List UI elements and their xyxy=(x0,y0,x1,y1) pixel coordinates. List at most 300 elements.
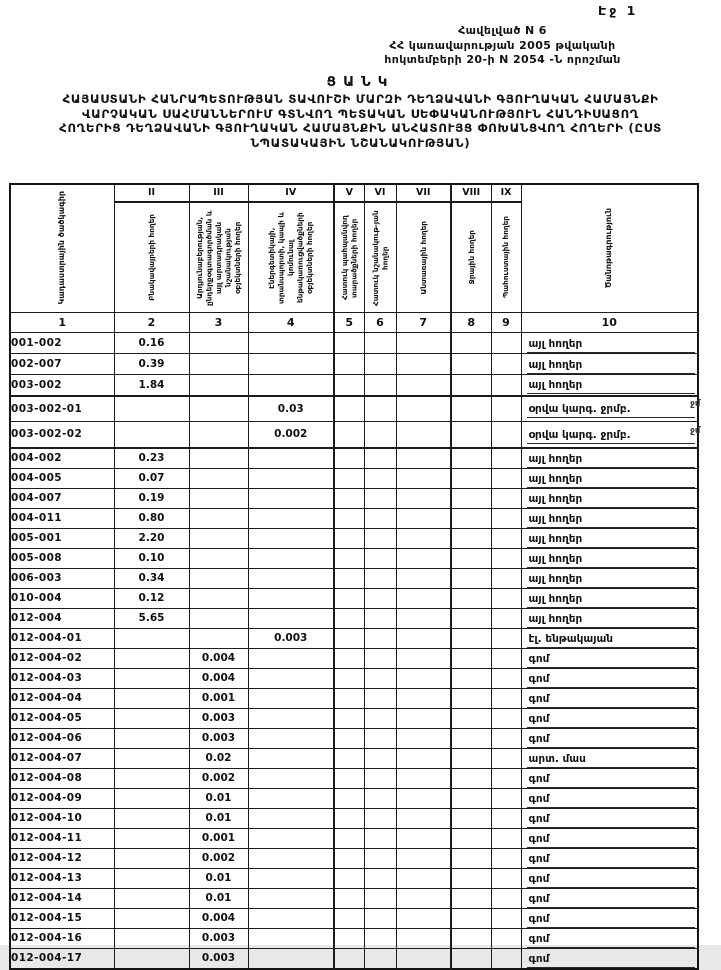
industrial-lands-cell xyxy=(189,468,248,488)
reserve-lands-cell xyxy=(491,422,521,448)
reserve-lands-cell xyxy=(491,448,521,469)
reserve-lands-cell xyxy=(491,333,521,354)
forest-lands-cell xyxy=(396,548,451,568)
water-lands-cell xyxy=(451,375,491,396)
land-transfer-table xyxy=(9,183,699,970)
infrastructure-lands-cell xyxy=(248,788,334,808)
cadastral-code-cell: 004-002 xyxy=(10,448,114,469)
note-text: այլ հողեր xyxy=(527,379,696,394)
note-text: օրվա կարգ. ջրմբ. xyxy=(527,403,696,418)
cadastral-code-cell: 012-004-11 xyxy=(10,828,114,848)
water-lands-cell xyxy=(451,628,491,648)
water-lands-cell xyxy=(451,422,491,448)
note-cell xyxy=(521,608,698,628)
note-cell xyxy=(521,548,698,568)
note-cell xyxy=(521,888,698,908)
forest-lands-cell xyxy=(396,748,451,768)
table-row xyxy=(10,788,698,808)
protected-lands-cell xyxy=(334,548,364,568)
settlement-lands-cell: 0.23 xyxy=(114,448,189,469)
note-cell xyxy=(521,928,698,948)
note-cell xyxy=(521,808,698,828)
infrastructure-lands-cell xyxy=(248,488,334,508)
header-label: Արդյունաբերության, ընդերքօգտագործման և այլ արտադրական նշանակության օբյեկտների հողեր xyxy=(194,209,242,306)
cadastral-code-cell: 012-004-03 xyxy=(10,668,114,688)
column-numeral: IX xyxy=(492,185,521,203)
water-lands-cell xyxy=(451,354,491,375)
protected-lands-cell xyxy=(334,828,364,848)
water-lands-cell xyxy=(451,928,491,948)
note-cell xyxy=(521,788,698,808)
note-cell xyxy=(521,948,698,969)
cadastral-code-cell: 004-005 xyxy=(10,468,114,488)
infrastructure-lands-cell xyxy=(248,688,334,708)
cadastral-code-cell: 002-007 xyxy=(10,354,114,375)
header-water-lands xyxy=(451,184,491,313)
table-header-row xyxy=(10,184,698,313)
note-text: գոմ xyxy=(527,733,696,748)
special-purpose-lands-cell xyxy=(364,628,396,648)
settlement-lands-cell xyxy=(114,422,189,448)
industrial-lands-cell xyxy=(189,528,248,548)
column-numeral: V xyxy=(335,185,364,203)
water-lands-cell xyxy=(451,488,491,508)
note-text: գոմ xyxy=(527,873,696,888)
settlement-lands-cell xyxy=(114,848,189,868)
special-purpose-lands-cell xyxy=(364,468,396,488)
header-cadastral-code xyxy=(10,184,114,313)
column-numeral: VII xyxy=(397,185,451,203)
water-lands-cell xyxy=(451,528,491,548)
special-purpose-lands-cell xyxy=(364,608,396,628)
header-reserve-lands xyxy=(491,184,521,313)
cadastral-code-cell: 012-004-10 xyxy=(10,808,114,828)
special-purpose-lands-cell xyxy=(364,396,396,422)
forest-lands-cell xyxy=(396,448,451,469)
header-label: Էներգետիկայի, տրանսպորտի, կապի և կոմունալ ենթակառուցվածքների օբյեկտների հողեր xyxy=(267,211,314,304)
protected-lands-cell xyxy=(334,422,364,448)
column-index: 3 xyxy=(189,313,248,333)
note-cell xyxy=(521,488,698,508)
water-lands-cell xyxy=(451,608,491,628)
note-cell xyxy=(521,468,698,488)
reserve-lands-cell xyxy=(491,508,521,528)
water-lands-cell xyxy=(451,568,491,588)
special-purpose-lands-cell xyxy=(364,568,396,588)
water-lands-cell xyxy=(451,728,491,748)
table-row xyxy=(10,948,698,969)
protected-lands-cell xyxy=(334,354,364,375)
settlement-lands-cell xyxy=(114,628,189,648)
header-forest-lands xyxy=(396,184,451,313)
protected-lands-cell xyxy=(334,688,364,708)
table-row xyxy=(10,468,698,488)
special-purpose-lands-cell xyxy=(364,354,396,375)
document-title xyxy=(8,92,713,151)
reserve-lands-cell xyxy=(491,488,521,508)
infrastructure-lands-cell xyxy=(248,528,334,548)
cadastral-code-cell: 012-004-15 xyxy=(10,908,114,928)
column-index: 4 xyxy=(248,313,334,333)
note-text: այլ հողեր xyxy=(527,533,696,548)
special-purpose-lands-cell xyxy=(364,948,396,969)
column-index-row xyxy=(10,313,698,333)
forest-lands-cell xyxy=(396,628,451,648)
infrastructure-lands-cell xyxy=(248,508,334,528)
cadastral-code-cell: 003-002 xyxy=(10,375,114,396)
forest-lands-cell xyxy=(396,668,451,688)
note-cell xyxy=(521,668,698,688)
cadastral-code-cell: 012-004-02 xyxy=(10,648,114,668)
infrastructure-lands-cell xyxy=(248,948,334,969)
water-lands-cell xyxy=(451,828,491,848)
reserve-lands-cell xyxy=(491,648,521,668)
special-purpose-lands-cell xyxy=(364,488,396,508)
note-text: այլ հողեր xyxy=(527,553,696,568)
column-numeral: IV xyxy=(249,185,334,203)
note-text: գոմ xyxy=(527,833,696,848)
infrastructure-lands-cell xyxy=(248,748,334,768)
table-body xyxy=(10,333,701,969)
reserve-lands-cell xyxy=(491,528,521,548)
infrastructure-lands-cell xyxy=(248,708,334,728)
special-purpose-lands-cell xyxy=(364,888,396,908)
note-text: գոմ xyxy=(527,693,696,708)
note-cell xyxy=(521,396,701,422)
infrastructure-lands-cell xyxy=(248,568,334,588)
page-number: Էջ 1 xyxy=(598,3,639,18)
handwritten-margin-mark: ջմ xyxy=(690,399,701,409)
settlement-lands-cell xyxy=(114,728,189,748)
forest-lands-cell xyxy=(396,508,451,528)
special-purpose-lands-cell xyxy=(364,828,396,848)
header-label: Կադաստրային ծածկագիր xyxy=(57,191,67,305)
note-text: այլ հողեր xyxy=(527,338,696,353)
appendix-line: հոկտեմբերի 20-ի N 2054 -Ն որոշման xyxy=(384,53,621,67)
reserve-lands-cell xyxy=(491,628,521,648)
industrial-lands-cell xyxy=(189,396,248,422)
special-purpose-lands-cell xyxy=(364,422,396,448)
protected-lands-cell xyxy=(334,808,364,828)
infrastructure-lands-cell xyxy=(248,668,334,688)
table-row xyxy=(10,588,698,608)
settlement-lands-cell xyxy=(114,748,189,768)
special-purpose-lands-cell xyxy=(364,508,396,528)
infrastructure-lands-cell: 0.003 xyxy=(248,628,334,648)
table-row xyxy=(10,928,698,948)
table-row xyxy=(10,828,698,848)
note-cell xyxy=(521,448,698,469)
protected-lands-cell xyxy=(334,788,364,808)
protected-lands-cell xyxy=(334,468,364,488)
cadastral-code-cell: 012-004-09 xyxy=(10,788,114,808)
industrial-lands-cell: 0.003 xyxy=(189,948,248,969)
protected-lands-cell xyxy=(334,628,364,648)
water-lands-cell xyxy=(451,868,491,888)
infrastructure-lands-cell xyxy=(248,588,334,608)
infrastructure-lands-cell xyxy=(248,608,334,628)
water-lands-cell xyxy=(451,688,491,708)
settlement-lands-cell xyxy=(114,668,189,688)
industrial-lands-cell: 0.003 xyxy=(189,708,248,728)
settlement-lands-cell xyxy=(114,808,189,828)
industrial-lands-cell xyxy=(189,354,248,375)
forest-lands-cell xyxy=(396,688,451,708)
note-text: գոմ xyxy=(527,933,696,948)
header-infrastructure-lands xyxy=(248,184,334,313)
table-row xyxy=(10,768,698,788)
header-label: Ծանոթագրություն xyxy=(604,207,614,289)
industrial-lands-cell: 0.002 xyxy=(189,848,248,868)
table-row xyxy=(10,748,698,768)
industrial-lands-cell xyxy=(189,568,248,588)
industrial-lands-cell xyxy=(189,422,248,448)
settlement-lands-cell xyxy=(114,868,189,888)
water-lands-cell xyxy=(451,548,491,568)
table-row xyxy=(10,354,698,375)
cadastral-code-cell: 012-004-04 xyxy=(10,688,114,708)
cadastral-code-cell: 004-007 xyxy=(10,488,114,508)
special-purpose-lands-cell xyxy=(364,808,396,828)
note-cell xyxy=(521,333,698,354)
special-purpose-lands-cell xyxy=(364,848,396,868)
cadastral-code-cell: 012-004-07 xyxy=(10,748,114,768)
protected-lands-cell xyxy=(334,928,364,948)
water-lands-cell xyxy=(451,396,491,422)
infrastructure-lands-cell xyxy=(248,888,334,908)
reserve-lands-cell xyxy=(491,354,521,375)
industrial-lands-cell: 0.02 xyxy=(189,748,248,768)
note-cell xyxy=(521,375,698,396)
cadastral-code-cell: 012-004-14 xyxy=(10,888,114,908)
note-text: գոմ xyxy=(527,793,696,808)
special-purpose-lands-cell xyxy=(364,648,396,668)
infrastructure-lands-cell xyxy=(248,448,334,469)
cadastral-code-cell: 012-004-13 xyxy=(10,868,114,888)
forest-lands-cell xyxy=(396,768,451,788)
infrastructure-lands-cell xyxy=(248,468,334,488)
table-row xyxy=(10,708,698,728)
cadastral-code-cell: 001-002 xyxy=(10,333,114,354)
header-label: Պահուստային հողեր xyxy=(501,216,511,299)
reserve-lands-cell xyxy=(491,908,521,928)
water-lands-cell xyxy=(451,948,491,969)
column-index: 2 xyxy=(114,313,189,333)
note-text: այլ հողեր xyxy=(527,473,696,488)
settlement-lands-cell: 0.16 xyxy=(114,333,189,354)
cadastral-code-cell: 005-008 xyxy=(10,548,114,568)
protected-lands-cell xyxy=(334,848,364,868)
settlement-lands-cell xyxy=(114,648,189,668)
settlement-lands-cell: 0.07 xyxy=(114,468,189,488)
special-purpose-lands-cell xyxy=(364,748,396,768)
table-row xyxy=(10,422,698,448)
protected-lands-cell xyxy=(334,648,364,668)
note-cell xyxy=(521,868,698,888)
forest-lands-cell xyxy=(396,468,451,488)
column-index: 9 xyxy=(491,313,521,333)
infrastructure-lands-cell xyxy=(248,375,334,396)
infrastructure-lands-cell xyxy=(248,868,334,888)
table-row xyxy=(10,628,698,648)
industrial-lands-cell: 0.001 xyxy=(189,688,248,708)
table-row xyxy=(10,648,698,668)
header-label: Բնակավայրերի հողեր xyxy=(146,214,156,301)
water-lands-cell xyxy=(451,708,491,728)
note-text: գոմ xyxy=(527,893,696,908)
settlement-lands-cell: 0.10 xyxy=(114,548,189,568)
settlement-lands-cell xyxy=(114,888,189,908)
cadastral-code-cell: 005-001 xyxy=(10,528,114,548)
cadastral-code-cell: 004-011 xyxy=(10,508,114,528)
special-purpose-lands-cell xyxy=(364,728,396,748)
note-text: այլ հողեր xyxy=(527,593,696,608)
table-row xyxy=(10,396,698,422)
forest-lands-cell xyxy=(396,396,451,422)
protected-lands-cell xyxy=(334,333,364,354)
table-row xyxy=(10,688,698,708)
note-text: այլ հողեր xyxy=(527,453,696,468)
special-purpose-lands-cell xyxy=(364,688,396,708)
appendix-line: ՀՀ կառավարության 2005 թվականի xyxy=(389,38,616,52)
infrastructure-lands-cell xyxy=(248,548,334,568)
cadastral-code-cell: 012-004-06 xyxy=(10,728,114,748)
forest-lands-cell xyxy=(396,908,451,928)
water-lands-cell xyxy=(451,748,491,768)
forest-lands-cell xyxy=(396,375,451,396)
column-numeral: VIII xyxy=(452,185,491,203)
note-cell xyxy=(521,748,698,768)
note-cell xyxy=(521,628,698,648)
title-line: ՀԱՅԱՍՏԱՆԻ ՀԱՆՐԱՊԵՏՈՒԹՅԱՆ ՏԱՎՈՒՇԻ ՄԱՐԶԻ ԴԵՂՁԱՎԱՆԻ ԳՅՈՒՂԱԿԱՆ ՀԱՄԱՅՆՔԻ xyxy=(62,92,659,106)
table-row xyxy=(10,908,698,928)
note-cell xyxy=(521,422,701,448)
water-lands-cell xyxy=(451,448,491,469)
industrial-lands-cell: 0.003 xyxy=(189,728,248,748)
reserve-lands-cell xyxy=(491,668,521,688)
industrial-lands-cell: 0.004 xyxy=(189,668,248,688)
forest-lands-cell xyxy=(396,422,451,448)
settlement-lands-cell: 1.84 xyxy=(114,375,189,396)
special-purpose-lands-cell xyxy=(364,928,396,948)
note-text: գոմ xyxy=(527,653,696,668)
note-cell xyxy=(521,728,698,748)
protected-lands-cell xyxy=(334,888,364,908)
industrial-lands-cell: 0.002 xyxy=(189,768,248,788)
infrastructure-lands-cell xyxy=(248,333,334,354)
column-index: 7 xyxy=(396,313,451,333)
settlement-lands-cell: 0.19 xyxy=(114,488,189,508)
note-text: գոմ xyxy=(527,673,696,688)
reserve-lands-cell xyxy=(491,608,521,628)
header-label: Անտառային հողեր xyxy=(418,220,428,295)
cadastral-code-cell: 003-002-01 xyxy=(10,396,114,422)
note-text: այլ հողեր xyxy=(527,573,696,588)
industrial-lands-cell xyxy=(189,488,248,508)
cadastral-code-cell: 012-004 xyxy=(10,608,114,628)
note-cell xyxy=(521,354,698,375)
special-purpose-lands-cell xyxy=(364,868,396,888)
protected-lands-cell xyxy=(334,668,364,688)
cadastral-code-cell: 012-004-16 xyxy=(10,928,114,948)
note-cell xyxy=(521,688,698,708)
special-purpose-lands-cell xyxy=(364,448,396,469)
settlement-lands-cell xyxy=(114,828,189,848)
industrial-lands-cell: 0.004 xyxy=(189,908,248,928)
title-line: ՎԱՐՉԱԿԱՆ ՍԱՀՄԱՆՆԵՐՈՒՄ ԳՏՆՎՈՂ ՊԵՏԱԿԱՆ ՍԵՓԱԿԱՆՈՒԹՅՈՒՆ ՀԱՆԴԻՍԱՑՈՂ xyxy=(81,106,640,121)
reserve-lands-cell xyxy=(491,588,521,608)
water-lands-cell xyxy=(451,648,491,668)
table-row xyxy=(10,488,698,508)
table-row xyxy=(10,508,698,528)
settlement-lands-cell xyxy=(114,768,189,788)
industrial-lands-cell: 0.004 xyxy=(189,648,248,668)
protected-lands-cell xyxy=(334,748,364,768)
note-cell xyxy=(521,828,698,848)
note-cell xyxy=(521,768,698,788)
special-purpose-lands-cell xyxy=(364,375,396,396)
industrial-lands-cell xyxy=(189,628,248,648)
cadastral-code-cell: 012-004-08 xyxy=(10,768,114,788)
note-cell xyxy=(521,588,698,608)
protected-lands-cell xyxy=(334,396,364,422)
reserve-lands-cell xyxy=(491,375,521,396)
settlement-lands-cell xyxy=(114,908,189,928)
industrial-lands-cell: 0.001 xyxy=(189,828,248,848)
cadastral-code-cell: 012-004-17 xyxy=(10,948,114,969)
forest-lands-cell xyxy=(396,928,451,948)
title-line: ՀՈՂԵՐԻՑ ԴԵՂՁԱՎԱՆԻ ԳՅՈՒՂԱԿԱՆ ՀԱՄԱՅՆՔԻՆ ԱՆՀԱՏՈՒՅՑ ՓՈԽԱՆՑՎՈՂ ՀՈՂԵՐԻ (ԸՍՏ xyxy=(59,121,662,136)
note-text: գոմ xyxy=(527,953,696,968)
protected-lands-cell xyxy=(334,588,364,608)
forest-lands-cell xyxy=(396,588,451,608)
forest-lands-cell xyxy=(396,528,451,548)
infrastructure-lands-cell xyxy=(248,648,334,668)
water-lands-cell xyxy=(451,808,491,828)
settlement-lands-cell xyxy=(114,708,189,728)
table-row xyxy=(10,848,698,868)
note-text: գոմ xyxy=(527,853,696,868)
protected-lands-cell xyxy=(334,508,364,528)
industrial-lands-cell: 0.003 xyxy=(189,928,248,948)
header-industrial-lands xyxy=(189,184,248,313)
note-cell xyxy=(521,568,698,588)
reserve-lands-cell xyxy=(491,888,521,908)
industrial-lands-cell xyxy=(189,333,248,354)
appendix-reference xyxy=(330,24,675,68)
settlement-lands-cell: 0.12 xyxy=(114,588,189,608)
forest-lands-cell xyxy=(396,333,451,354)
header-settlement-lands xyxy=(114,184,189,313)
settlement-lands-cell xyxy=(114,948,189,969)
reserve-lands-cell xyxy=(491,708,521,728)
protected-lands-cell xyxy=(334,568,364,588)
protected-lands-cell xyxy=(334,908,364,928)
infrastructure-lands-cell xyxy=(248,828,334,848)
cadastral-code-cell: 012-004-01 xyxy=(10,628,114,648)
table-row xyxy=(10,728,698,748)
infrastructure-lands-cell xyxy=(248,848,334,868)
forest-lands-cell xyxy=(396,848,451,868)
special-purpose-lands-cell xyxy=(364,333,396,354)
header-protected-lands xyxy=(334,184,364,313)
forest-lands-cell xyxy=(396,354,451,375)
settlement-lands-cell xyxy=(114,396,189,422)
reserve-lands-cell xyxy=(491,568,521,588)
infrastructure-lands-cell xyxy=(248,768,334,788)
column-numeral: VI xyxy=(365,185,396,203)
table-row xyxy=(10,448,698,469)
